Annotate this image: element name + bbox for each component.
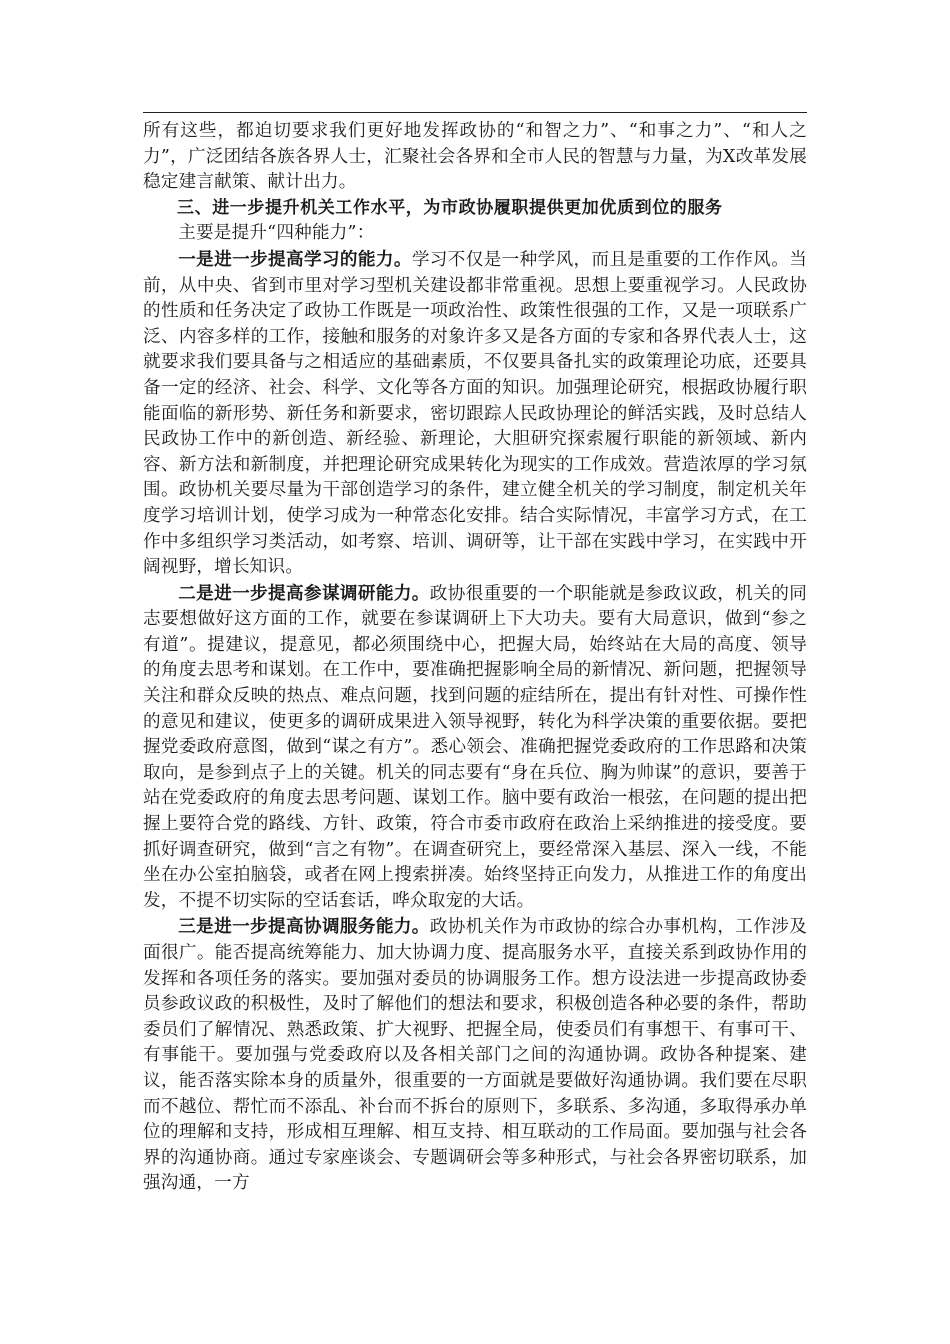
paragraph-lead: 一是进一步提高学习的能力。: [178, 248, 412, 270]
document-page: [143, 112, 807, 1197]
paragraph-research: [143, 581, 807, 915]
paragraph-coordination: [143, 914, 807, 1197]
paragraph-body: 学习不仅是一种学风，而且是重要的工作作风。当前，从中央、省到市里对学习型机关建设都非常重视。思想上要重视学习。人民政协的性质和任务决定了政协工作既是一项政治性、政策性很强的工作，又是一项联系广泛、内容多样的工作，接触和服务的对象许多又是各方面的专家和各界代表人士，这就要求我们要具备与之相适应的基础素质，不仅要具备扎实的政策理论功底，还要具备一定的经济、社会、科学、文化等各方面的知识。加强理论研究，根据政协履行职能面临的新形势、新任务和新要求，密切跟踪人民政协理论的鲜活实践，及时总结人民政协工作中的新创造、新经验、新理论，大胆研究探索履行职能的新领域、新内容、新方法和新制度，并把理论研究成果转化为现实的工作成效。营造浓厚的学习氛围。政协机关要尽量为干部创造学习的条件，建立健全机关的学习制度，制定机关年度学习培训计划，使学习成为一种常态化安排。结合实际情况，丰富学习方式，在工作中多组织学习类活动，如考察、培训、调研等，让干部在实践中学习，在实践中开阔视野，增长知识。: [143, 249, 807, 578]
document-body: [143, 119, 807, 1197]
paragraph-body: 政协很重要的一个职能就是参政议政，机关的同志要想做好这方面的工作，就要在参谋调研上下大功夫。要有大局意识，做到“参之有道”。提建议，提意见，都必须围绕中心，把握大局，始终站在大局的高度、领导的角度去思考和谋划。在工作中，要准确把握影响全局的新情况、新问题，把握领导关注和群众反映的热点、难点问题，找到问题的症结所在，提出有针对性、可操作性的意见和建议，使更多的调研成果进入领导视野，转化为科学决策的重要依据。要把握党委政府意图，做到“谋之有方”。悉心领会、准确把握党委政府的工作思路和决策取向，是参到点子上的关键。机关的同志要有“身在兵位、胸为帅谋”的意识，要善于站在党委政府的角度去思考问题、谋划工作。脑中要有政治一根弦，在问题的提出把握上要符合党的路线、方针、政策，符合市委市政府在政治上采纳推进的接受度。要抓好调查研究，做到“言之有物”。在调查研究上，要经常深入基层、深入一线，不能坐在办公室拍脑袋，或者在网上搜索拼凑。始终坚持正向发力，从推进工作的角度出发，不提不切实际的空话套话，哗众取宠的大话。: [143, 583, 807, 911]
section-intro: 主要是提升“四种能力”：: [178, 223, 375, 244]
paragraph-lead: 三是进一步提高协调服务能力。: [178, 916, 430, 938]
paragraph-lead: 二是进一步提高参谋调研能力。: [178, 582, 430, 604]
paragraph-body: 政协机关作为市政协的综合办事机构，工作涉及面很广。能否提高统筹能力、加大协调力度、提高服务水平，直接关系到政协作用的发挥和各项任务的落实。要加强对委员的协调服务工作。想方设法进一步提高政协委员参政议政的积极性，及时了解他们的想法和要求，积极创造各种必要的条件，帮助委员们了解情况、熟悉政策、扩大视野、把握全局，使委员们有事想干、有事可干、有事能干。要加强与党委政府以及各相关部门之间的沟通协调。政协各种提案、建议，能否落实除本身的质量外，很重要的一方面就是要做好沟通协调。我们要在尽职而不越位、帮忙而不添乱、补台而不拆台的原则下，多联系、多沟通，多取得承办单位的理解和支持，形成相互理解、相互支持、相互联动的工作局面。要加强与社会各界的沟通协商。通过专家座谈会、专题调研会等多种形式，与社会各界密切联系，加强沟通，一方: [143, 917, 807, 1194]
paragraph-learning: [143, 247, 807, 581]
section-heading: 三、进一步提升机关工作水平，为市政协履职提供更加优质到位的服务: [177, 197, 723, 218]
intro-paragraph: 所有这些，都迫切要求我们更好地发挥政协的“和智之力”、“和事之力”、“和人之力”，广泛团结各族各界人士，汇聚社会各界和全市人民的智慧与力量，为X改革发展稳定建言献策、献计出力。: [143, 121, 807, 193]
header-rule: [143, 112, 807, 113]
